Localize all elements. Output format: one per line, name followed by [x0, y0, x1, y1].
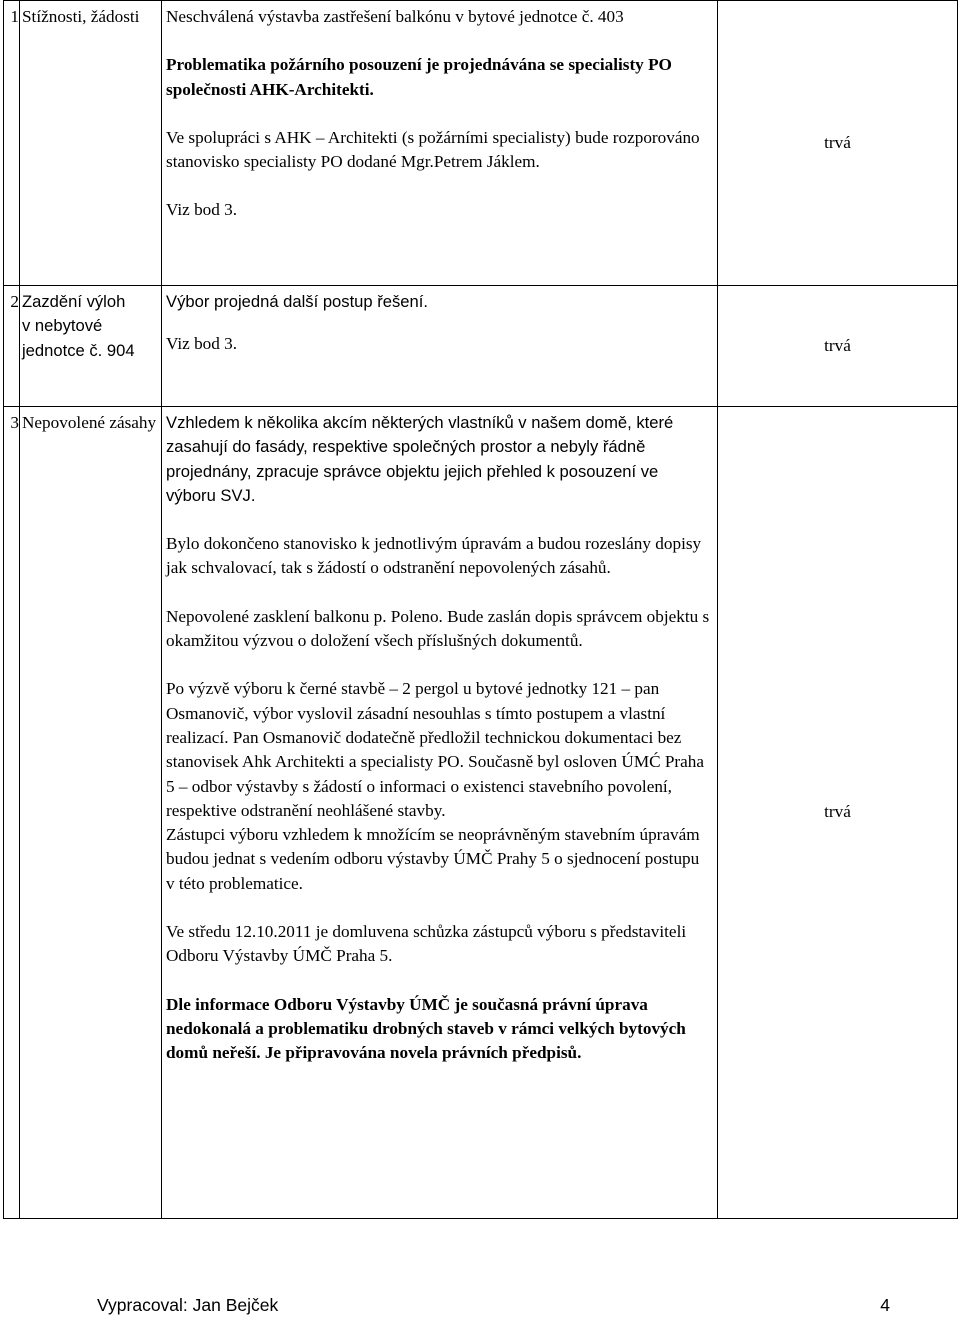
- row-topic: Nepovolené zásahy: [20, 407, 162, 1219]
- paragraph: Výbor projedná další postup řešení.: [166, 292, 428, 311]
- paragraph: Ve spolupráci s AHK – Architekti (s požárními specialisty) bude rozporováno stanovisko specialisty PO dodané Mgr.Petrem Jáklem.: [166, 127, 700, 172]
- table-row: [4, 286, 958, 407]
- topic-line: Zazdění výloh: [22, 292, 126, 311]
- row-topic: [20, 286, 162, 407]
- row-number: 3: [4, 407, 20, 1219]
- paragraph: Po výzvě výboru k černé stavbě – 2 pergol u bytové jednotky 121 – pan Osmanovič, výbor vyslovil zásadní nesouhlas s tímto postupem a vlastní realizací. Pan Osmanovič dodatečně předložil technickou dokumentaci bez stanovisek Ahk Architekti a specialisty PO. Současně byl osloven ÚMĆ Praha 5 – odbor výstavby s žádostí o informaci o existenci stavebního povolení, respektive odstranění neohlášené stavby.: [166, 679, 704, 820]
- paragraph: Vzhledem k několika akcím některých vlastníků v našem domě, které zasahují do fasády, respektive společných prostor a nebyly řádně projednány, zpracuje správce objektu jejich přehled k posouzení ve výboru SVJ.: [166, 413, 674, 505]
- row-status: trvá: [718, 407, 958, 1219]
- row-body: [162, 286, 718, 407]
- table-row: [4, 407, 958, 1219]
- paragraph: Viz bod 3.: [166, 334, 238, 354]
- paragraph: Neschválená výstavba zastřešení balkónu v bytové jednotce č. 403: [166, 7, 624, 26]
- row-number: 1: [4, 1, 20, 286]
- row-body: [162, 407, 718, 1219]
- author-note: Vypracoval: Jan Bejček: [97, 1295, 279, 1315]
- paragraph: Ve středu 12.10.2011 je domluvena schůzka zástupců výboru s představiteli Odboru Výstavby ÚMČ Praha 5.: [166, 922, 687, 966]
- row-status: trvá: [718, 286, 958, 407]
- row-body: [162, 1, 718, 286]
- minutes-table: [3, 0, 958, 1219]
- page-number: 4: [880, 1295, 890, 1315]
- paragraph: Dle informace Odboru Výstavby ÚMČ je současná právní úprava nedokonalá a problematiku drobných staveb v rámci velkých bytových domů neřeší. Je připravována novela právních předpisů.: [166, 994, 686, 1063]
- paragraph: Bylo dokončeno stanovisko k jednotlivým úpravám a budou rozeslány dopisy jak schvalovací, tak s žádostí o odstranění nepovolených zásahů.: [166, 534, 702, 578]
- paragraph: Problematika požárního posouzení je projednávána se specialisty PO společnosti AHK-Architekti.: [166, 55, 672, 99]
- row-status: trvá: [718, 1, 958, 286]
- paragraph: Nepovolené zasklení balkonu p. Poleno. Bude zaslán dopis správcem objektu s okamžitou výzvou o doložení všech příslušných dokumentů.: [166, 606, 710, 651]
- topic-line: jednotce č. 904: [22, 340, 135, 360]
- page-footer: [97, 1293, 890, 1317]
- row-number: 2: [4, 286, 20, 407]
- row-topic: Stížnosti, žádosti: [20, 1, 162, 286]
- paragraph: Zástupci výboru vzhledem k množícím se neoprávněným stavebním úpravám budou jednat s vedením odboru výstavby ÚMČ Prahy 5 o sjednocení postupu v této problematice.: [166, 825, 700, 893]
- topic-line: v nebytové: [22, 316, 103, 336]
- table-row: [4, 1, 958, 286]
- paragraph: Viz bod 3.: [166, 200, 238, 220]
